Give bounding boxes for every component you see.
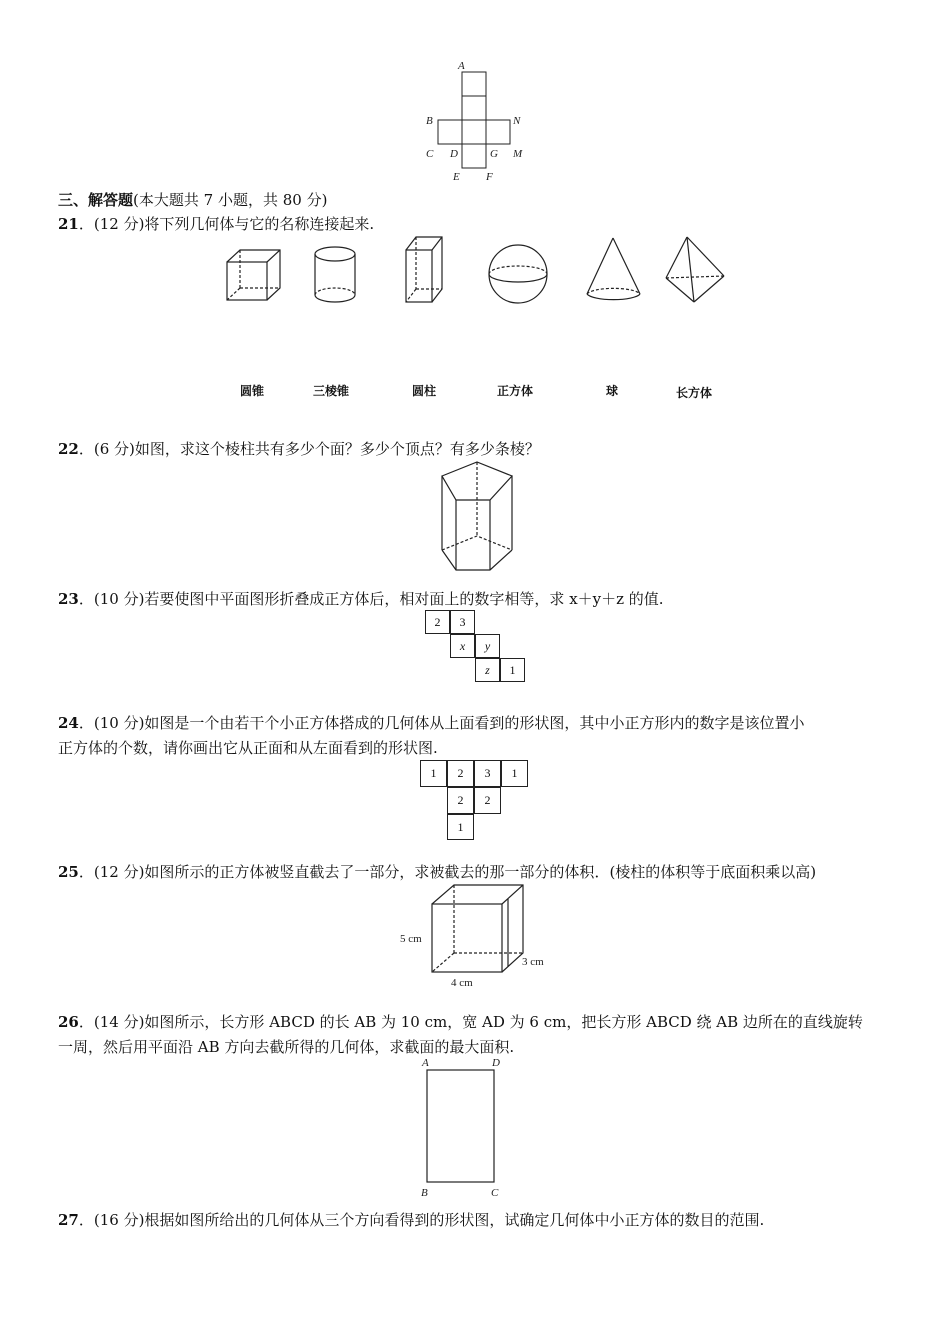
net-cell: 1 [500,658,525,682]
q26-number: 26 [58,1013,79,1031]
rect-label-c: C [491,1187,499,1199]
q26-rectangle-figure [418,1054,508,1200]
q27-text: ．(16 分)根据如图所给出的几何体从三个方向看得到的形状图，试确定几何体中小正方体的数目的范围. [78,1211,765,1229]
cylinder-solid [315,247,355,302]
q21-solids [220,232,730,312]
cube-net-drawing [420,58,530,184]
grid-cell: 3 [474,760,501,787]
net-label-n: N [513,115,521,127]
question-27 [58,1208,764,1232]
q22-prism-figure [432,458,522,574]
name-cone: 圆锥 [240,384,265,398]
q21-solids-drawing [220,232,730,312]
q24-top-view-grid [420,760,530,840]
q27-number: 27 [58,1211,79,1229]
net-cell-x: x [450,634,475,658]
question-24-line1 [58,711,804,735]
q26-text-1: ．(14 分)如图所示，长方形 ABCD 的长 AB 为 10 cm，宽 AD 为 6 cm，把长方形 ABCD 绕 AB 边所在的直线旋转 [78,1013,863,1031]
q22-number: 22 [58,440,79,458]
question-24-line2 [58,736,438,760]
rect-label-d: D [492,1057,500,1069]
rect-label-b: B [421,1187,428,1199]
cube-solid [227,250,280,300]
grid-cell: 2 [474,787,501,814]
q22-text: ．(6 分)如图，求这个棱柱共有多少个面？多少个顶点？有多少条棱？ [78,440,540,458]
grid-cell: 1 [501,760,528,787]
q24-number: 24 [58,714,79,732]
pyramid-solid [666,237,724,302]
cone-solid [587,238,640,300]
dim-height: 5 cm [400,933,422,945]
q25-cut-cube-figure [398,882,558,992]
question-26-line1 [58,1010,863,1034]
name-cube: 正方体 [497,384,534,398]
rect-label-a: A [422,1057,429,1069]
net-label-g: G [490,148,498,160]
name-cuboid: 长方体 [676,386,713,400]
q24-text-1: ．(10 分)如图是一个由若干个小正方体搭成的几何体从上面看到的形状图，其中小正方形内的数字是该位置小 [78,714,805,732]
q21-text: ．(12 分)将下列几何体与它的名称连接起来. [78,215,375,233]
net-label-b: B [426,115,433,127]
name-triangular-pyramid: 三棱锥 [313,384,350,398]
grid-cell: 1 [420,760,447,787]
grid-cell: 2 [447,787,474,814]
grid-cell: 2 [447,760,474,787]
section-note: (本大题共 7 小题，共 80 分) [133,191,328,209]
net-label-e: E [453,171,460,183]
cuboid-solid [406,237,442,302]
net-label-f: F [486,171,493,183]
net-cell-y: y [475,634,500,658]
dim-width: 4 cm [451,977,473,989]
q23-net-figure [425,610,527,686]
q25-number: 25 [58,863,79,881]
question-23 [58,587,664,611]
q26-text-2: 一周，然后用平面沿 AB 方向去截所得的几何体，求截面的最大面积. [58,1038,515,1056]
net-label-a: A [458,60,465,72]
q25-text: ．(12 分)如图所示的正方体被竖直截去了一部分，求被截去的那一部分的体积．(棱柱的体积等于底面积乘以高) [78,863,817,881]
dim-depth: 3 cm [522,956,544,968]
name-cylinder: 圆柱 [412,384,437,398]
net-cell: 3 [450,610,475,634]
q21-number: 21 [58,215,79,233]
sphere-solid [489,245,547,303]
grid-cell: 1 [447,814,474,840]
q23-number: 23 [58,590,79,608]
net-cell-z: z [475,658,500,682]
section-title: 三、解答题 [58,191,134,209]
q24-text-2: 正方体的个数，请你画出它从正面和从左面看到的形状图. [58,739,438,757]
cube-net-figure [420,58,530,184]
net-cell: 2 [425,610,450,634]
net-label-c: C [426,148,434,160]
net-label-m: M [513,148,523,160]
q23-text: ．(10 分)若要使图中平面图形折叠成正方体后，相对面上的数字相等，求 x＋y＋z 的值. [78,590,664,608]
name-sphere: 球 [606,384,619,398]
pentagonal-prism-drawing [432,458,522,574]
question-25 [58,860,816,884]
net-label-d: D [450,148,458,160]
rectangle-abcd-drawing [418,1054,508,1200]
section-heading [58,188,327,212]
cut-cube-drawing [398,882,558,992]
